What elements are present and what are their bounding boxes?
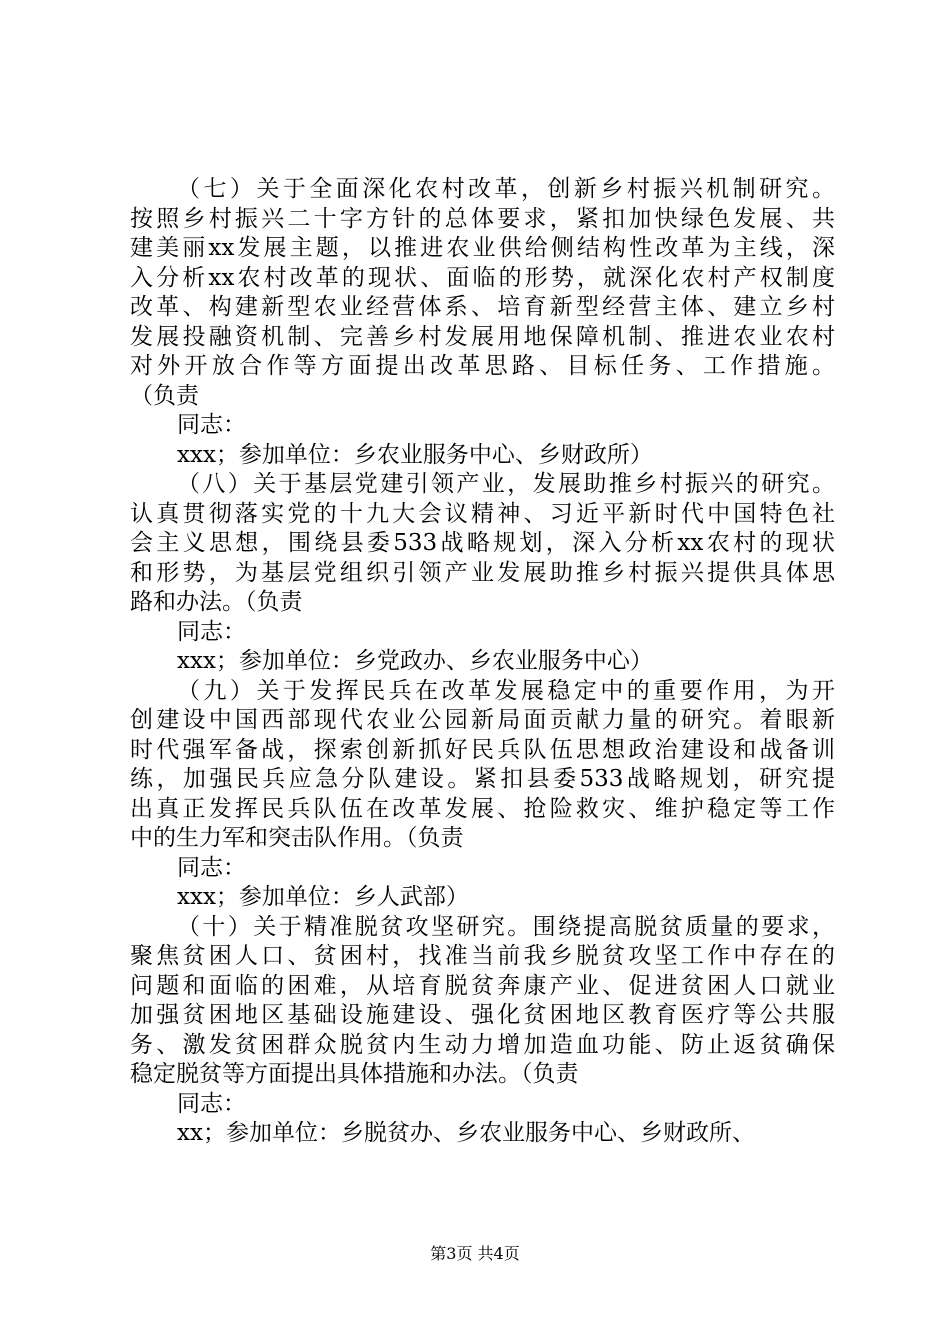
text-line: （负责 [130,382,199,409]
text-line: 会主义思想，围绕县委533战略规划，深入分析xx农村的现状 [130,530,835,556]
text-line: 问题和面临的困难，从培育脱贫奔康产业、促进贫困人口就业 [130,972,835,999]
text-line: 出真正发挥民兵队伍在改革发展、抢险救灾、维护稳定等工作 [130,795,835,822]
text-line: 时代强军备战，探索创新抓好民兵队伍思想政治建设和战备训 [130,736,835,763]
text-line: xxx；参加单位：乡党政办、乡农业服务中心） [177,648,653,674]
text-line: 练，加强民兵应急分队建设。紧扣县委533战略规划，研究提 [130,766,835,792]
text-line: （十）关于精准脱贫攻坚研究。围绕提高脱贫质量的要求， [177,913,835,940]
text-line: 入分析xx农村改革的现状、面临的形势，就深化农村产权制度 [130,264,835,291]
text-line: xx；参加单位：乡脱贫办、乡农业服务中心、乡财政所、 [177,1120,755,1146]
text-line: 务、激发贫困群众脱贫内生动力增加造血功能、防止返贫确保 [130,1031,835,1058]
text-line: 创建设中国西部现代农业公园新局面贡献力量的研究。着眼新 [130,707,835,733]
text-line: 稳定脱贫等方面提出具体措施和办法。（负责 [130,1061,579,1087]
text-line: 对外开放合作等方面提出改革思路、目标任务、工作措施。 [130,353,835,379]
text-line: 认真贯彻落实党的十九大会议精神、习近平新时代中国特色社 [130,500,835,527]
text-line: 中的生力军和突击队作用。（负责 [130,825,464,851]
page-footer: 第3页 共4页 [430,1244,520,1263]
text-line: 同志： [177,854,246,881]
text-line: （八）关于基层党建引领产业，发展助推乡村振兴的研究。 [177,471,835,497]
text-line: xxx；参加单位：乡农业服务中心、乡财政所） [177,441,653,468]
text-line: 按照乡村振兴二十字方针的总体要求，紧扣加快绿色发展、共 [130,205,835,232]
text-line: 路和办法。（负责 [130,589,303,615]
text-line: 发展投融资机制、完善乡村发展用地保障机制、推进农业农村 [130,323,835,350]
text-line: （九）关于发挥民兵在改革发展稳定中的重要作用，为开 [177,677,835,704]
document-body [130,175,835,1149]
text-line: 同志： [177,1090,246,1117]
text-line: （七）关于全面深化农村改革，创新乡村振兴机制研究。 [177,176,835,202]
text-line: 加强贫困地区基础设施建设、强化贫困地区教育医疗等公共服 [130,1002,835,1028]
text-line: 聚焦贫困人口、贫困村，找准当前我乡脱贫攻坚工作中存在的 [130,943,835,969]
text-line: 改革、构建新型农业经营体系、培育新型经营主体、建立乡村 [130,294,835,320]
text-line: 同志： [177,412,246,438]
text-line: 同志： [177,618,246,645]
text-line: 建美丽xx发展主题，以推进农业供给侧结构性改革为主线，深 [130,235,835,261]
text-line: xxx；参加单位：乡人武部） [177,884,469,910]
text-line: 和形势，为基层党组织引领产业发展助推乡村振兴提供具体思 [130,559,835,586]
